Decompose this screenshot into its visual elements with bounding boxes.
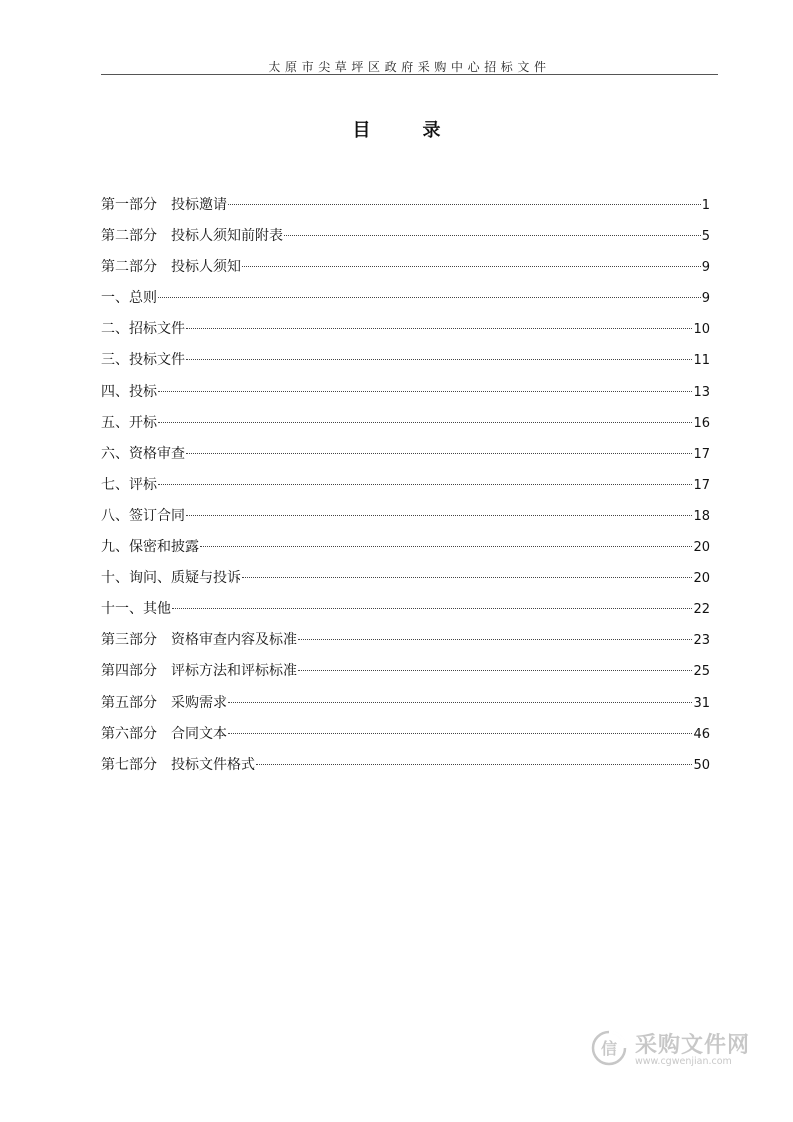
toc-leader-dots [200, 545, 692, 547]
toc-leader-dots [186, 358, 692, 360]
toc-entry-page: 25 [693, 664, 710, 680]
toc-entry-label: 第一部分 投标邀请 [101, 197, 227, 213]
toc-entry-label: 三、投标文件 [101, 352, 185, 369]
toc-entry-page: 20 [693, 571, 710, 587]
watermark-logo-glyph: 信 [600, 1039, 618, 1058]
toc-entry[interactable] [101, 597, 710, 628]
toc-entry[interactable] [101, 691, 710, 722]
toc-entry[interactable] [101, 442, 710, 473]
toc-entry-label: 第六部分 合同文本 [101, 725, 227, 742]
toc-leader-dots [186, 452, 692, 454]
toc-leader-dots [158, 296, 701, 298]
toc-entry[interactable] [101, 286, 710, 317]
toc-entry-page: 9 [701, 291, 710, 307]
toc-entry-label: 四、投标 [101, 383, 157, 400]
watermark-logo-icon [591, 1030, 627, 1066]
toc-entry-page: 17 [693, 477, 710, 493]
toc-entry-page: 20 [693, 540, 710, 556]
toc-entry[interactable] [101, 753, 710, 784]
toc-entry-page: 5 [701, 229, 710, 245]
toc-entry-page: 46 [693, 726, 710, 742]
toc-entry-page: 23 [693, 633, 710, 649]
page-header [101, 56, 718, 75]
toc-entry[interactable] [101, 504, 710, 535]
toc-entry[interactable] [101, 255, 710, 286]
toc-entry-page: 13 [693, 384, 710, 400]
toc-entry[interactable] [101, 566, 710, 597]
toc-leader-dots [158, 390, 692, 392]
toc-entry[interactable] [101, 473, 710, 504]
toc-entry-page: 18 [693, 508, 710, 524]
watermark-name: 采购文件网 [635, 1033, 751, 1058]
toc-entry[interactable] [101, 317, 710, 348]
watermark-url: www.cgwenjian.com [635, 1056, 732, 1067]
toc-leader-dots [242, 576, 692, 578]
toc-entry-page: 10 [693, 322, 710, 338]
toc-entry-label: 第二部分 投标人须知 [101, 259, 241, 276]
toc-leader-dots [298, 669, 692, 671]
toc-entry[interactable] [101, 628, 710, 659]
toc-entry-label: 第七部分 投标文件格式 [101, 756, 255, 773]
watermark [591, 1026, 751, 1076]
toc-entry-page: 11 [693, 353, 710, 369]
toc-leader-dots [186, 514, 692, 516]
toc-entry-page: 9 [701, 260, 710, 276]
toc-list [101, 193, 710, 784]
toc-entry[interactable] [101, 348, 710, 379]
toc-entry-label: 二、招标文件 [101, 321, 185, 338]
toc-leader-dots [158, 483, 692, 485]
toc-entry-label: 七、评标 [101, 476, 157, 493]
toc-entry-label: 十一、其他 [101, 601, 171, 618]
toc-leader-dots [242, 265, 701, 267]
toc-entry-page: 31 [693, 695, 710, 711]
toc-leader-dots [228, 701, 692, 703]
toc-leader-dots [256, 763, 692, 765]
toc-entry-label: 第三部分 资格审查内容及标准 [101, 632, 297, 649]
toc-leader-dots [228, 203, 701, 205]
toc-entry[interactable] [101, 659, 710, 690]
toc-entry[interactable] [101, 411, 710, 442]
toc-entry[interactable] [101, 380, 710, 411]
toc-entry[interactable] [101, 224, 710, 255]
toc-entry-label: 第二部分 投标人须知前附表 [101, 228, 283, 245]
toc-entry-label: 第四部分 评标方法和评标标准 [101, 663, 297, 680]
toc-leader-dots [228, 732, 692, 734]
toc-entry-label: 八、签订合同 [101, 507, 185, 524]
toc-entry-page: 16 [693, 415, 710, 431]
toc-leader-dots [284, 234, 701, 236]
title-char-1: 目 [352, 120, 371, 141]
toc-entry-label: 十、询问、质疑与投诉 [101, 570, 241, 587]
toc-entry-label: 一、总则 [101, 290, 157, 307]
toc-entry[interactable] [101, 535, 710, 566]
toc-leader-dots [158, 421, 692, 423]
toc-entry-page: 17 [693, 446, 710, 462]
toc-entry-label: 五、开标 [101, 414, 157, 431]
header-text: 太原市尖草坪区政府采购中心招标文件 [268, 60, 551, 74]
toc-entry-page: 1 [701, 198, 710, 213]
toc-leader-dots [186, 327, 692, 329]
toc-entry-label: 六、资格审查 [101, 445, 185, 462]
toc-entry[interactable] [101, 193, 710, 224]
toc-leader-dots [172, 607, 692, 609]
title-char-2: 录 [422, 120, 441, 141]
toc-entry-label: 第五部分 采购需求 [101, 694, 227, 711]
page-title [0, 118, 793, 144]
toc-leader-dots [298, 638, 692, 640]
toc-entry-label: 九、保密和披露 [101, 539, 199, 556]
toc-entry-page: 22 [693, 602, 710, 618]
toc-entry[interactable] [101, 722, 710, 753]
toc-entry-page: 50 [693, 757, 710, 773]
